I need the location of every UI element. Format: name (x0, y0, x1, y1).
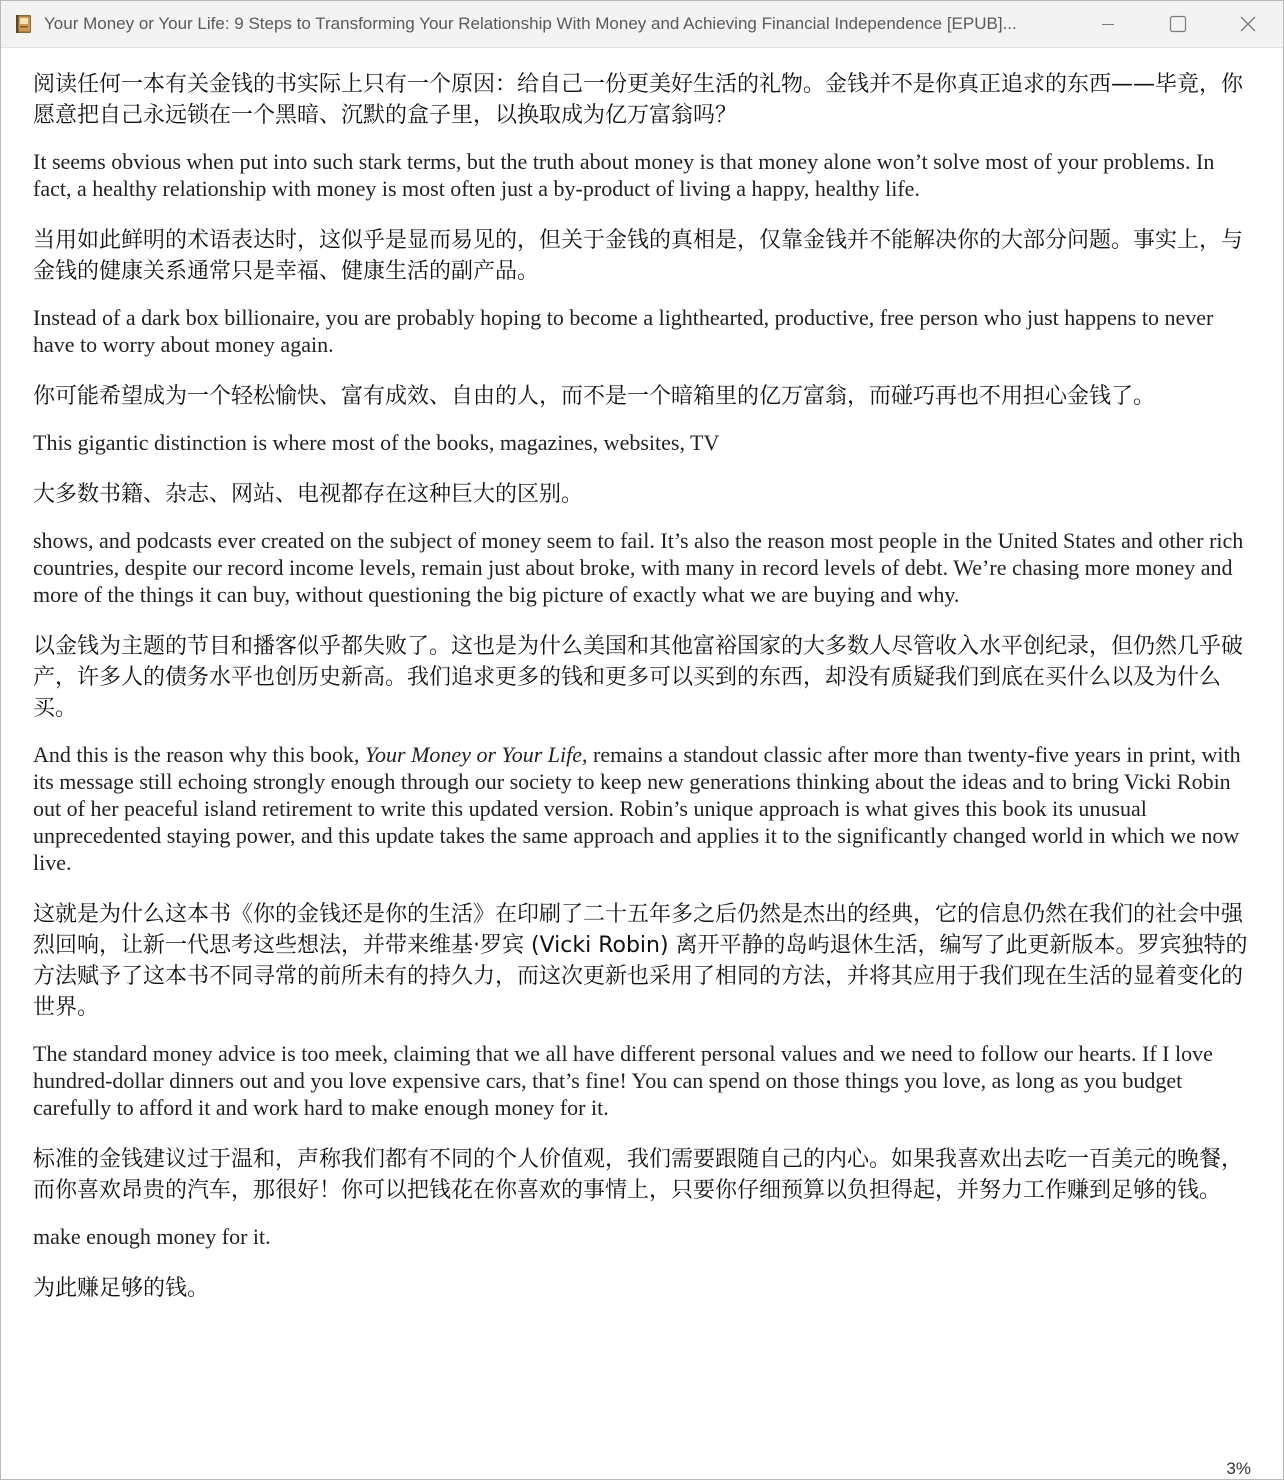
paragraph-en: Instead of a dark box billionaire, you are probably hoping to become a lighthearted, productive, free person who just happens to never have to worry about money again. (33, 305, 1214, 357)
paragraph-zh: 标准的金钱建议过于温和，声称我们都有不同的个人价值观，我们需要跟随自己的内心。如果我喜欢出去吃一百美元的晚餐，而你喜欢昂贵的汽车，那很好！你可以把钱花在你喜欢的事情上，只要你仔细预算以负担得起，并努力工作赚到足够的钱。 (33, 1147, 1244, 1203)
paragraph-en: This gigantic distinction is where most of the books, magazines, websites, TV (33, 430, 720, 455)
maximize-button[interactable] (1143, 1, 1213, 47)
paragraph-en: shows, and podcasts ever created on the subject of money seem to fail. It’s also the reason most people in the United States and other rich countries, despite our record income levels, remain just about broke, with many in record levels of debt. We’re chasing more money and more of the things it can buy, without questioning the big picture of exactly what we are buying and why. (33, 528, 1244, 607)
paragraph-en: It seems obvious when put into such stark terms, but the truth about money is that money alone won’t solve most of your problems. In fact, a healthy relationship with money is most often just a by-product of living a happy, healthy life. (33, 149, 1215, 201)
paragraph-zh: 大多数书籍、杂志、网站、电视都存在这种巨大的区别。 (33, 482, 584, 507)
minimize-icon (1100, 16, 1116, 32)
paragraph-en: make enough money for it. (33, 1224, 271, 1249)
book-content[interactable] (33, 69, 1253, 1321)
title-bar[interactable] (1, 1, 1283, 48)
paragraph-en-text: , remains a standout classic after more than twenty-five years in print, with its message still echoing strongly enough through our society to keep new generations thinking about the ideas and to bring Vicki Robin out of her peaceful island retirement to write this updated version. Robin’s unique approach is what gives this book its unusual unprecedented staying power, and this update takes the same approach and applies it to the significantly changed world in which we now live. (33, 742, 1241, 875)
paragraph-zh: 当用如此鲜明的术语表达时，这似乎是显而易见的，但关于金钱的真相是，仅靠金钱并不能解决你的大部分问题。事实上，与金钱的健康关系通常只是幸福、健康生活的副产品。 (33, 228, 1244, 284)
maximize-icon (1169, 15, 1187, 33)
paragraph-en: The standard money advice is too meek, claiming that we all have different personal values and we need to follow our hearts. If I love hundred-dollar dinners out and you love expensive cars, that’s fine! You can spend on those things you love, as long as you budget carefully to afford it and work hard to make enough money for it. (33, 1041, 1213, 1120)
paragraph-zh: 你可能希望成为一个轻松愉快、富有成效、自由的人，而不是一个暗箱里的亿万富翁，而碰巧再也不用担心金钱了。 (33, 384, 1156, 409)
paragraph-zh: 以金钱为主题的节目和播客似乎都失败了。这也是为什么美国和其他富裕国家的大多数人尽管收入水平创纪录，但仍然几乎破产，许多人的债务水平也创历史新高。我们追求更多的钱和更多可以买到的东西，却没有质疑我们到底在买什么以及为什么买。 (33, 634, 1244, 721)
paragraph-en-text: And this is the reason why this book, (33, 742, 365, 767)
paragraph-zh: 这就是为什么这本书《你的金钱还是你的生活》在印刷了二十五年多之后仍然是杰出的经典，它的信息仍然在我们的社会中强烈回响，让新一代思考这些想法，并带来维基·罗宾 (Vicki Robin) 离开平静的岛屿退休生活，编写了此更新版本。罗宾独特的方法赋予了这本书不同寻常的前所未有的持久力，而这次更新也采用了相同的方法，并将其应用于我们现在生活的显着变化的世界。 (33, 902, 1248, 1020)
paragraph-zh: 为此赚足够的钱。 (33, 1276, 210, 1301)
close-icon (1239, 15, 1257, 33)
reading-progress: 3% (1226, 1459, 1251, 1478)
minimize-button[interactable] (1073, 1, 1143, 47)
paragraph-zh: 阅读任何一本有关金钱的书实际上只有一个原因：给自己一份更美好生活的礼物。金钱并不是你真正追求的东西——毕竟，你愿意把自己永远锁在一个黑暗、沉默的盒子里，以换取成为亿万富翁吗？ (33, 72, 1244, 128)
paragraph-en (33, 741, 1253, 876)
close-button[interactable] (1213, 1, 1283, 47)
book-title-italic: Your Money or Your Life (364, 742, 583, 767)
window-controls (1073, 1, 1283, 47)
book-icon (14, 14, 34, 34)
window-title: Your Money or Your Life: 9 Steps to Transforming Your Relationship With Money and Achieving Financial Independence [EPUB]... (44, 14, 1017, 33)
